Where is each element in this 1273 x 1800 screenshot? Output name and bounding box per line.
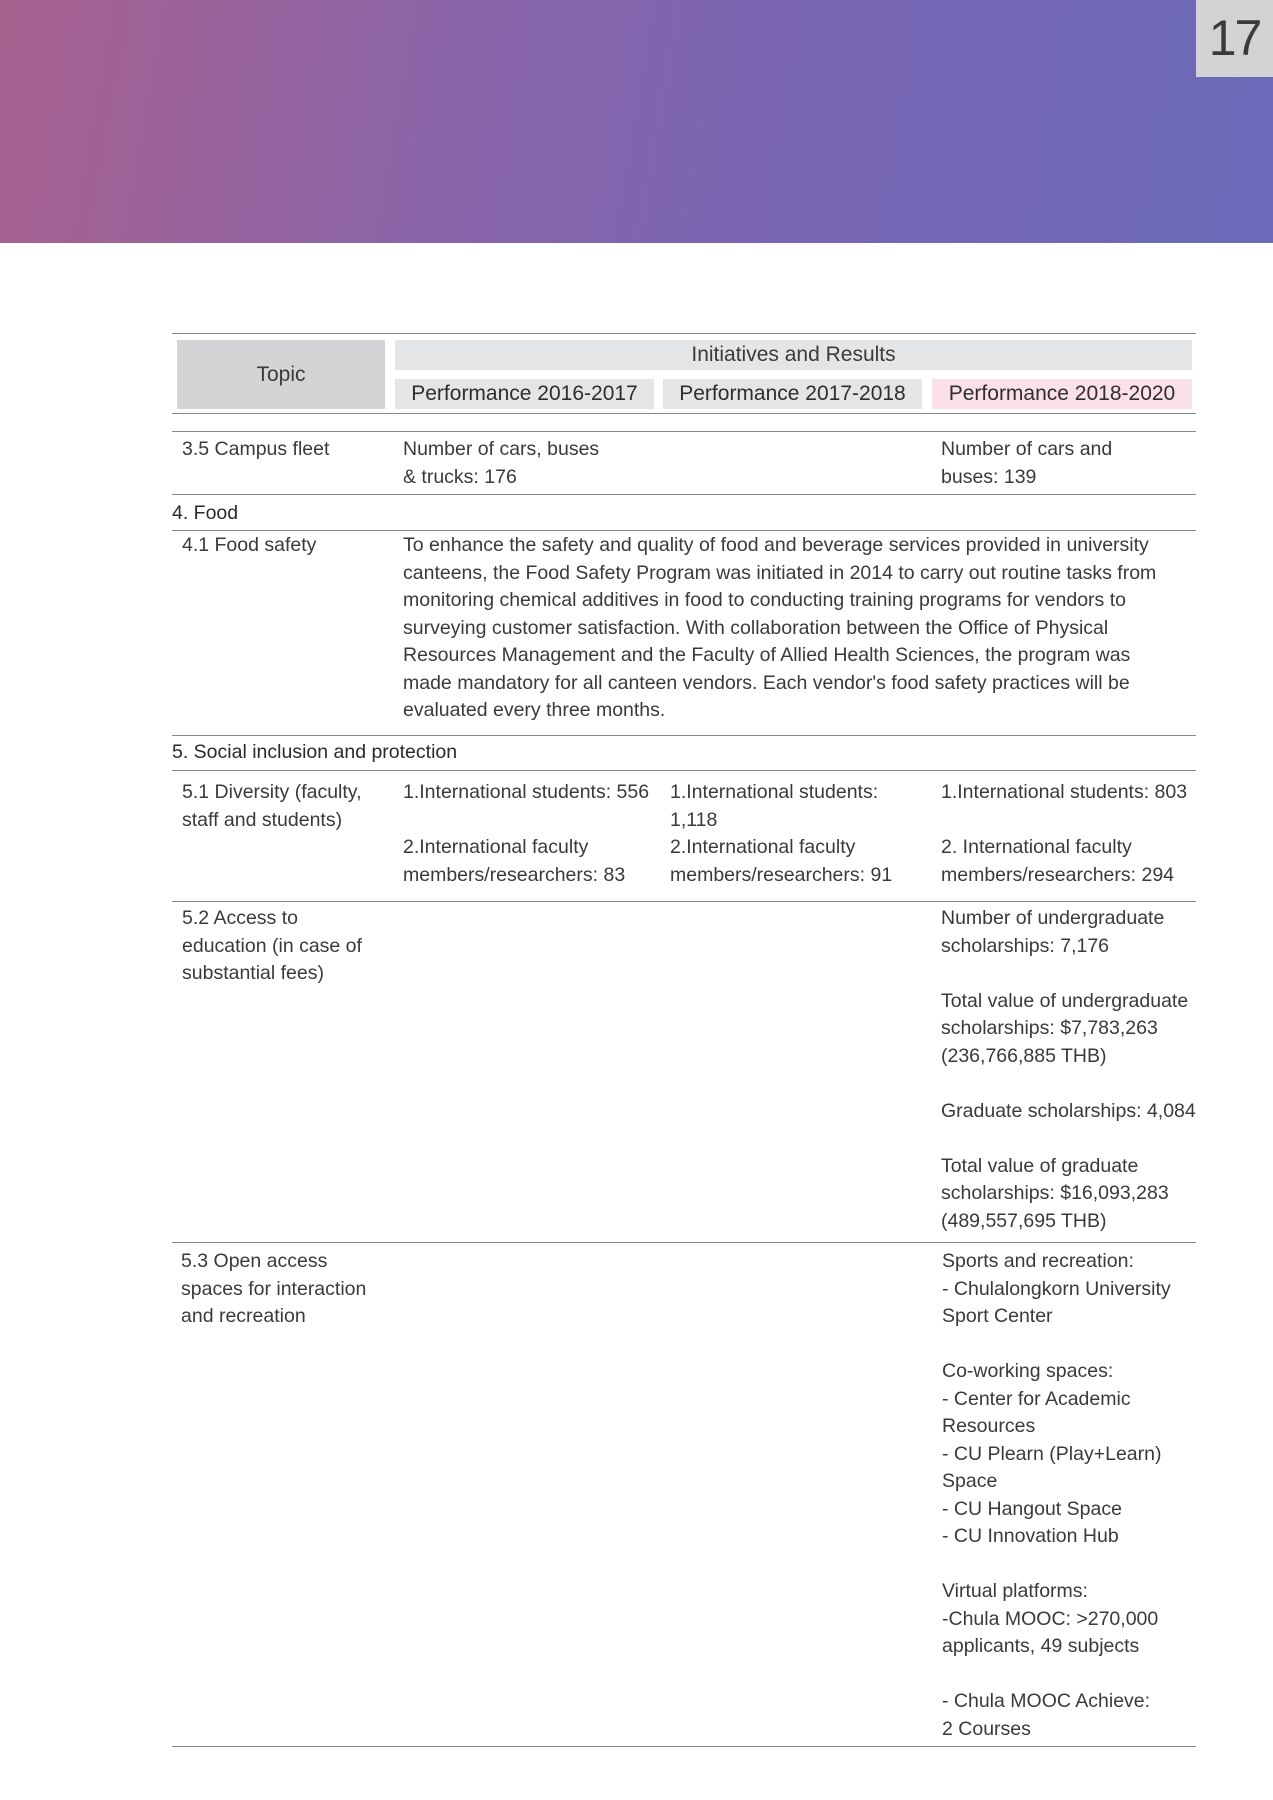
row-access-education-2018: Number of undergraduate scholarships: 7,176 Total value of undergraduate scholarships: $7,783,263 (236,766,885 THB) Graduate scholarships: 4,084 Total value of graduate scholarships: $16,093,283 (489,557,695 THB) <box>941 907 1196 1232</box>
row-campus-fleet-2016: Number of cars, buses & trucks: 176 <box>403 438 600 488</box>
row-divider <box>172 735 1196 736</box>
row-diversity-topic: 5.1 Diversity (faculty, staff and students) <box>182 781 362 831</box>
row-divider <box>172 901 1196 902</box>
row-diversity-2016: 1.International students: 556 2.International faculty members/researchers: 83 <box>403 781 650 886</box>
row-divider <box>172 770 1196 771</box>
row-divider <box>172 1242 1196 1243</box>
header-performance-2018-2020: Performance 2018-2020 <box>932 379 1192 409</box>
header-topic: Topic <box>177 340 385 409</box>
table-top-rule <box>172 333 1196 334</box>
section-title-social-inclusion: 5. Social inclusion and protection <box>172 741 458 763</box>
row-campus-fleet-topic: 3.5 Campus fleet <box>182 438 330 460</box>
row-divider <box>172 494 1196 495</box>
header-rule <box>172 431 1196 432</box>
page-number: 17 <box>1196 0 1273 77</box>
row-divider <box>172 530 1196 531</box>
row-food-safety-topic: 4.1 Food safety <box>182 534 317 556</box>
section-title-food: 4. Food <box>172 502 239 524</box>
table-bottom-rule <box>172 1746 1196 1747</box>
header-bottom-rule <box>172 413 1196 414</box>
row-access-education-topic: 5.2 Access to education (in case of substantial fees) <box>182 907 362 984</box>
row-campus-fleet-2018: Number of cars and buses: 139 <box>941 438 1113 488</box>
header-performance-2016-2017: Performance 2016-2017 <box>395 379 654 409</box>
row-diversity-2017: 1.International students: 1,118 2.International faculty members/researchers: 91 <box>670 781 893 886</box>
row-food-safety-text: To enhance the safety and quality of food and beverage services provided in university canteens, the Food Safety Program was initiated in 2014 to carry out routine tasks from monitoring chemical additives in food to conducting training programs for vendors to surveying customer satisfaction. With collaboration between the Office of Physical Resources Management and the Faculty of Allied Health Sciences, the program was made mandatory for all canteen vendors. Each vendor's food safety practices will be evaluated every three months. <box>403 534 1157 721</box>
row-diversity-2018: 1.International students: 803 2. International faculty members/researchers: 294 <box>941 781 1188 886</box>
header-initiatives: Initiatives and Results <box>395 340 1192 370</box>
row-open-access-topic: 5.3 Open access spaces for interaction and recreation <box>181 1250 367 1327</box>
row-open-access-2018: Sports and recreation: - Chulalongkorn University Sport Center Co-working spaces: - Center for Academic Resources - CU Plearn (Play+Learn) Space - CU Hangout Space - CU Innovation Hub Virtual platforms: -Chula MOOC: >270,000 applicants, 49 subjects - Chula MOOC Achieve: 2 Courses <box>942 1250 1171 1740</box>
header-banner <box>0 0 1273 243</box>
header-performance-2017-2018: Performance 2017-2018 <box>663 379 922 409</box>
